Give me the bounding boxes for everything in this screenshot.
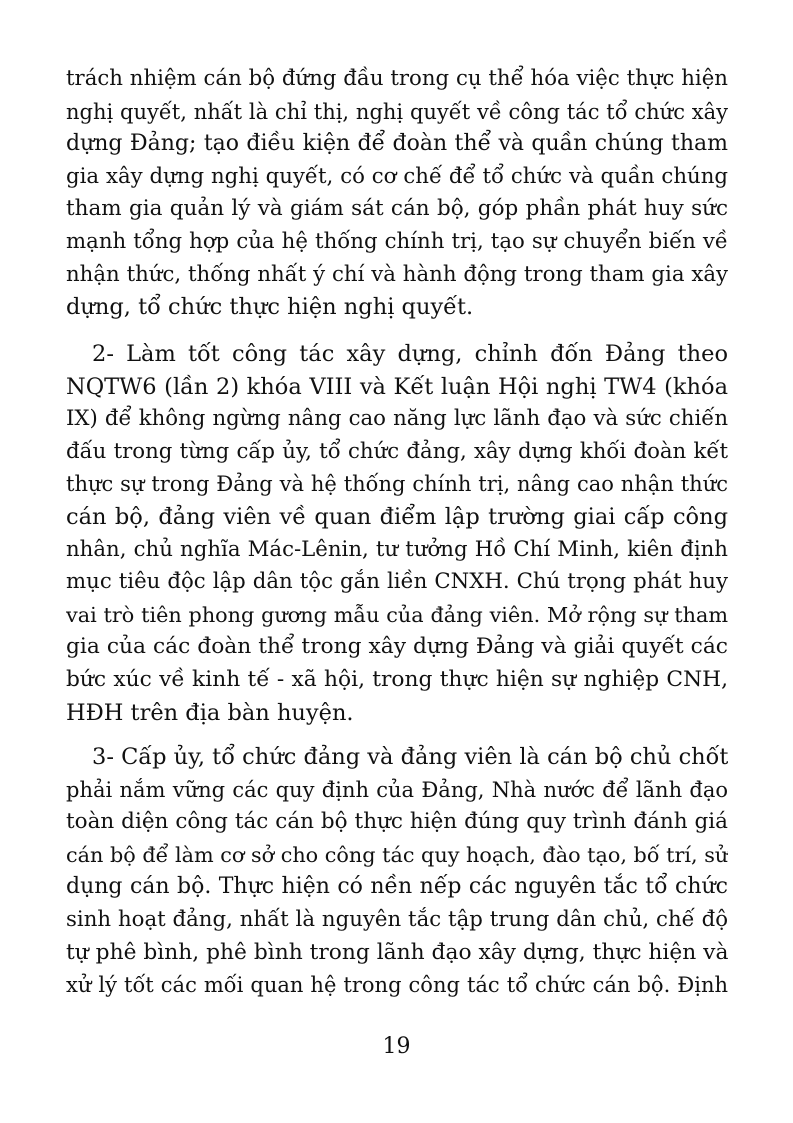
text-line: nghị quyết, nhất là chỉ thị, nghị quyết về công tác tổ chức xây (66, 99, 728, 124)
paragraph-item-3 (66, 741, 728, 1002)
text-line: nhận thức, thống nhất ý chí và hành động trong tham gia xây (66, 261, 728, 287)
text-line: xử lý tốt các mối quan hệ trong công tác tổ chức cán bộ. Định (66, 973, 728, 998)
text-line: bức xúc về kinh tế - xã hội, trong thực hiện sự nghiệp CNH, (66, 666, 728, 692)
text-line: mạnh tổng hợp của hệ thống chính trị, tạo sự chuyển biến về (66, 228, 728, 254)
text-line: vai trò tiên phong gương mẫu của đảng viên. Mở rộng sự tham (66, 602, 728, 627)
text-line: gia của các đoàn thể trong xây dựng Đảng và giải quyết các (66, 634, 728, 660)
text-line: HĐH trên địa bàn huyện. (66, 699, 354, 726)
text-line: tự phê bình, phê bình trong lãnh đạo xây dựng, thực hiện và (66, 939, 728, 965)
text-line: dụng cán bộ. Thực hiện có nền nếp các nguyên tắc tổ chức (66, 874, 728, 900)
text-line: trách nhiệm cán bộ đứng đầu trong cụ thể hóa việc thực hiện (66, 66, 728, 91)
text-line: nhân, chủ nghĩa Mác-Lênin, tư tưởng Hồ Chí Minh, kiên định (66, 536, 728, 562)
paragraph-item-2 (66, 338, 728, 729)
text-line: phải nắm vững các quy định của Đảng, Nhà nước để lãnh đạo (66, 777, 728, 802)
text-line: gia xây dựng nghị quyết, có cơ chế để tổ chức và quần chúng (66, 163, 728, 189)
text-line: NQTW6 (lần 2) khóa VIII và Kết luận Hội nghị TW4 (khóa (66, 373, 728, 400)
page-number: 19 (382, 1034, 411, 1059)
text-line: 2- Làm tốt công tác xây dựng, chỉnh đốn Đảng theo (92, 341, 728, 367)
text-line: đấu trong từng cấp ủy, tổ chức đảng, xây dựng khối đoàn kết (66, 438, 728, 464)
text-line: mục tiêu độc lập dân tộc gắn liền CNXH. Chú trọng phát huy (66, 569, 728, 595)
text-line: dựng Đảng; tạo điều kiện để đoàn thể và quần chúng tham (66, 131, 728, 157)
text-line: cán bộ, đảng viên về quan điểm lập trường giai cấp công (66, 503, 728, 530)
text-line: thực sự trong Đảng và hệ thống chính trị, nâng cao nhận thức (66, 472, 728, 497)
text-line: toàn diện công tác cán bộ thực hiện đúng quy trình đánh giá (66, 809, 728, 835)
text-line: IX) để không ngừng nâng cao năng lực lãnh đạo và sức chiến (66, 406, 728, 432)
paragraph-continuation (66, 63, 728, 324)
text-line: cán bộ để làm cơ sở cho công tác quy hoạch, đào tạo, bố trí, sử (66, 842, 728, 867)
text-line: dựng, tổ chức thực hiện nghị quyết. (66, 294, 474, 321)
text-line: tham gia quản lý và giám sát cán bộ, góp phần phát huy sức (66, 196, 728, 222)
text-line: sinh hoạt đảng, nhất là nguyên tắc tập trung dân chủ, chế độ (66, 906, 728, 932)
text-line: 3- Cấp ủy, tổ chức đảng và đảng viên là cán bộ chủ chốt (92, 744, 728, 770)
